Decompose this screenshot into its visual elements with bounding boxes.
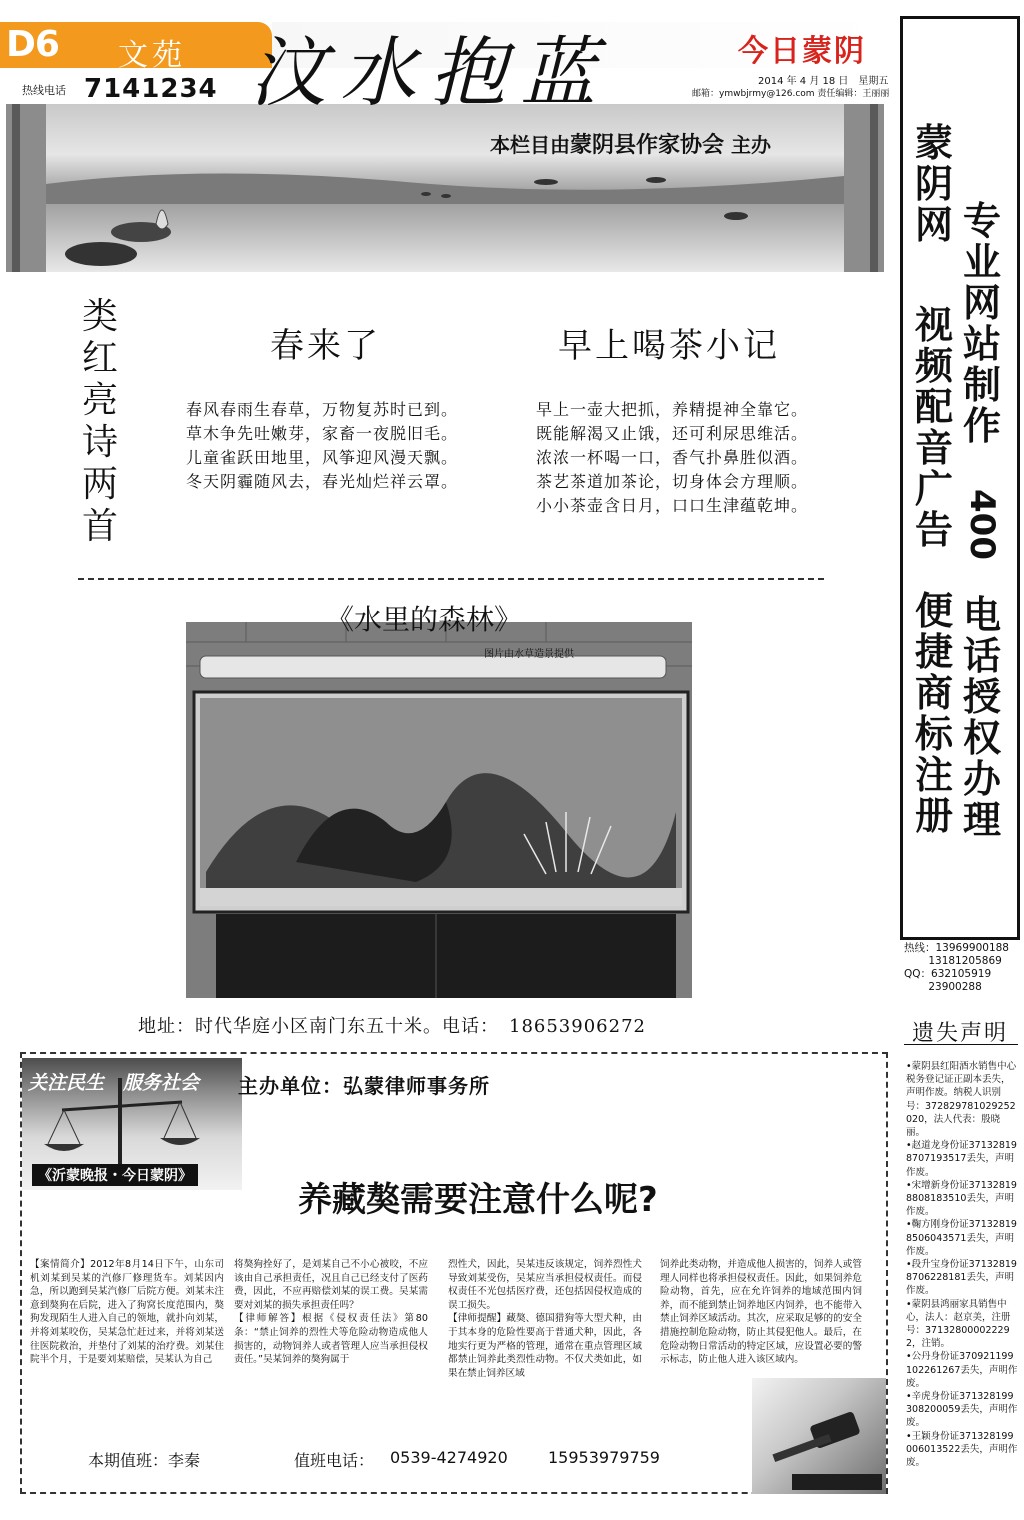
poem-line: 茶艺茶道加茶论，切身体会方理顺。 (536, 472, 809, 491)
column-title: 汶水抱蓝 (250, 28, 610, 117)
list-item: •公丹身份证370921199102261267丢失，声明作废。 (906, 1351, 1018, 1389)
list-item: •宋增新身份证371328198808183510丢失，声明作废。 (906, 1179, 1017, 1218)
ad-column-left (913, 123, 955, 246)
ad-text: 蒙阴网 (914, 121, 953, 247)
legal-host: 主办单位：弘蒙律师事务所 (238, 1074, 490, 1098)
poem-line: 浓浓一杯喝一口，香气扑鼻胜似酒。 (536, 448, 809, 467)
ad-text: 电话授权办理 (962, 593, 1001, 842)
shop-address: 地址：时代华庭小区南门东五十米。电话： 18653906272 (138, 1016, 646, 1037)
issue-date: 2014 年 4 月 18 日 星期五 (758, 76, 889, 87)
legal-text-column: 烈性犬，因此，吴某违反该规定，饲养烈性犬导致刘某受伤，吴某应当承担侵权责任。而侵权责任不光包括医疗费，还包括因侵权造成的误工损失。 【律师提醒】藏獒、德国猎狗等大型犬种，由于其本身的危险性要高于普通犬种，因此，各地实行更为严格的管理，通常在重点管理区域都禁止饲养此类烈性动物。不仅犬类如此，如果在禁止饲养区域 (448, 1259, 642, 1379)
ad-contacts (904, 942, 1009, 994)
poem-line: 春风春雨生春草，万物复苏时已到。 (186, 400, 459, 419)
newspaper-name: 《沂蒙晚报・今日蒙阴》 (32, 1164, 198, 1186)
brand-logo: 今日蒙阴 (738, 34, 866, 69)
list-item: •段升宝身份证371328198706228181丢失，声明作废。 (906, 1259, 1017, 1297)
photo-title: 《水里的森林》 (326, 603, 523, 636)
page-code: D6 (6, 24, 59, 65)
host-suffix: 主办 (730, 133, 771, 157)
ad-text: 便捷商标注册 (914, 589, 953, 838)
lost-notices-title: 遗失声明 (911, 1021, 1008, 1046)
ad-column-left-bottom (913, 591, 955, 837)
section-divider (78, 578, 824, 580)
ad-text: 专业网站制作 (962, 199, 1001, 448)
hotline-number: 7141234 (84, 74, 218, 104)
list-item: •蒙阴县鸿丽家具销售中心，法人：赵京美，注册号：371328000022292，注销。 (906, 1298, 1011, 1350)
ad-column-right-bottom (961, 595, 1003, 841)
duty-phone: 0539-4274920 (390, 1448, 508, 1467)
list-item: •蒙阴县红阳酒水销售中心税务登记证正副本丢失，声明作废。纳税人识别号：372829781029252020，法人代表：殷晓丽。 (906, 1061, 1017, 1139)
list-item: •王颖身份证371328199006013522丢失，声明作废。 (906, 1430, 1018, 1469)
contact-line: 13181205869 (904, 955, 1002, 967)
ad-text: 视频配音广告 (914, 303, 953, 552)
ad-column-right (961, 201, 1003, 447)
host-prefix: 本栏目由 (490, 133, 570, 157)
poem-line: 既能解渴又止饿，还可利尿思维活。 (536, 424, 809, 443)
duty-phone-label: 值班电话： (294, 1451, 375, 1470)
hotline-label: 热线电话 (22, 84, 66, 97)
poem-body (186, 398, 458, 494)
lost-notices-list (906, 1060, 1018, 1469)
photo-credit: 图片由水草造景提供 (484, 649, 574, 660)
ad-number: 400 (962, 489, 1002, 560)
contact-line: QQ：632105919 (904, 968, 992, 980)
poem-title: 早上喝茶小记 (558, 326, 780, 366)
list-item: •鞠方刚身份证371328198506043571丢失，声明作废。 (906, 1219, 1017, 1257)
email-editor: 邮箱：ymwbjrmy@126.com 责任编辑：王丽丽 (692, 89, 890, 99)
aquarium-illustration (186, 622, 692, 998)
poem-line: 儿童雀跃田地里，风筝迎风漫天飘。 (186, 448, 459, 467)
section-name: 文苑 (118, 38, 186, 73)
lost-notices-rule (904, 1044, 1018, 1045)
column-host (490, 128, 771, 159)
poem-line: 早上一壶大把抓，养精提神全靠它。 (536, 400, 809, 419)
host-org: 蒙阴县作家协会 (570, 133, 725, 158)
aquarium-photo (186, 622, 692, 998)
gavel-image (752, 1378, 886, 1494)
contact-line: 23900288 (904, 981, 982, 993)
legal-text-column: 【案情简介】2012年8月14日下午，山东司机刘某到吴某的汽修厂修理货车。刘某因内急，所以跑到吴某汽修厂后院方便。刘某未注意到獒狗在后院，进入了狗窝长度范围内，獒狗发现陌生人进入自己的领地，就扑向刘某，并将刘某咬伤，吴某急忙赶过来，并将刘某送往医院救治，并垫付了刘某的治疗费。刘某住院半个月，于是要刘某赔偿，吴某认为自己 (30, 1259, 224, 1366)
list-item: •赵道龙身份证371328198707193517丢失，声明作废。 (906, 1140, 1017, 1178)
ad-column-right-number (961, 489, 1003, 560)
legal-text-column: 将獒狗拴好了，是刘某自己不小心被咬，不应该由自己承担责任，况且自己已经支付了医药费，因此，不应再赔偿刘某的误工费。吴某需要对刘某的损失承担责任吗？ 【律师解答】根据《侵权责任法》第80条：“禁止饲养的烈性犬等危险动物造成他人损害的，动物饲养人或者管理人应当承担侵权责任。”吴某饲养的獒狗属于 (234, 1259, 428, 1366)
duty-editor: 本期值班：李秦 (88, 1451, 201, 1470)
legal-slogan: 关注民生 服务社会 (28, 1072, 200, 1094)
list-item: •辛虎身份证371328199308200059丢失，声明作废。 (906, 1391, 1018, 1429)
legal-headline: 养藏獒需要注意什么呢? (298, 1180, 658, 1220)
poem-body (536, 398, 808, 518)
gavel-icon (752, 1378, 886, 1494)
poem-line: 冬天阴霾随风去，春光灿烂祥云罩。 (186, 472, 459, 491)
duty-phone: 15953979759 (548, 1448, 660, 1467)
poems-author-heading: 类红亮诗两首 (81, 296, 118, 547)
ad-box (900, 16, 1020, 940)
legal-text-column: 饲养此类动物，并造成他人损害的，饲养人或管理人同样也将承担侵权责任。因此，如果饲养危险动物，首先，应在允许饲养的地域范围内饲养，而不能到禁止饲养地区内饲养，也不能带入禁止饲养区域活动。其次，应采取足够的的安全措施控制危险动物，防止其侵犯他人。最后，在危险动物日常活动的特定区域，应设置必要的警示标志，防止他人进入该区域内。 (660, 1259, 862, 1366)
poem-line: 小小茶壶含日月，口口生津蕴乾坤。 (536, 496, 809, 515)
poem-title: 春来了 (270, 326, 381, 366)
contact-line: 热线：13969900188 (904, 942, 1009, 954)
ad-column-left-mid (913, 305, 955, 551)
poem-line: 草木争先吐嫩芽，家畜一夜脱旧毛。 (186, 424, 459, 443)
